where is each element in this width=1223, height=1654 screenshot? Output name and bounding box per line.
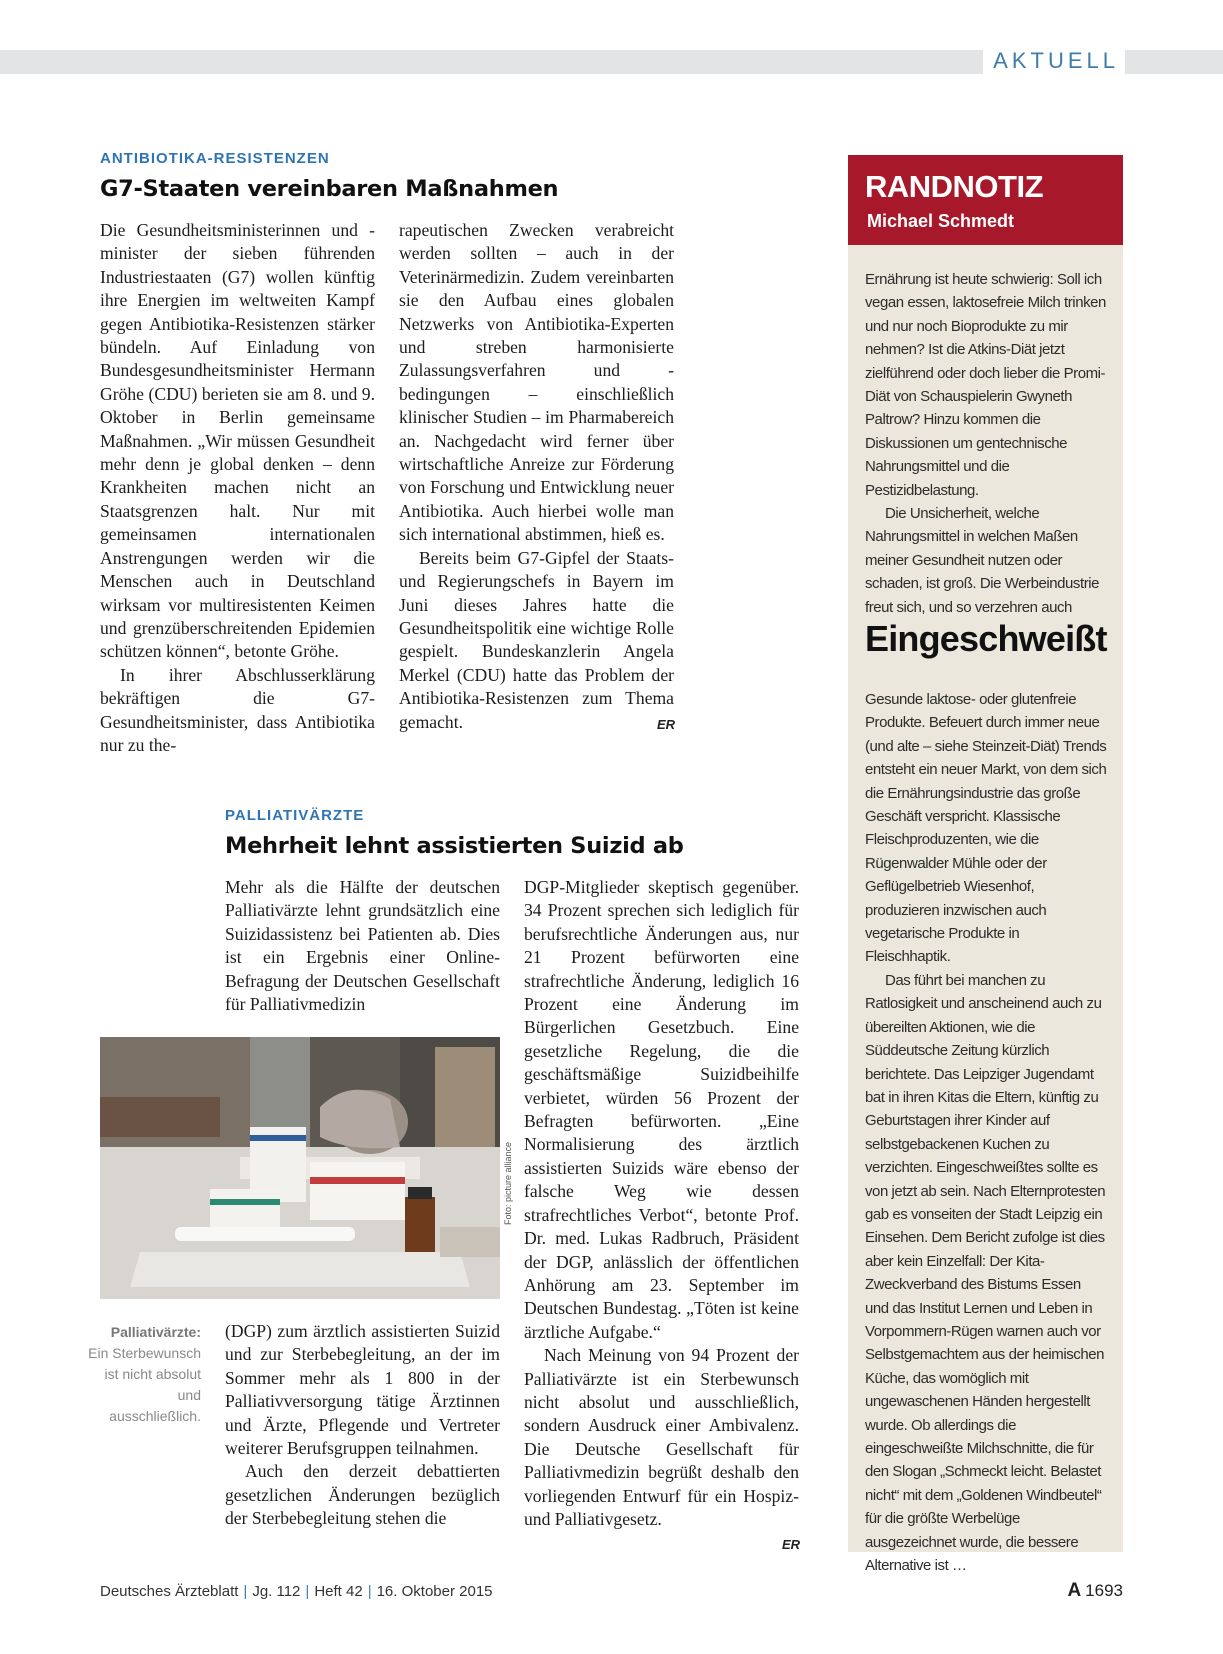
sidebar-header xyxy=(848,155,1123,245)
sidebar-title: RANDNOTIZ xyxy=(865,169,1044,204)
paragraph: Gesunde laktose- oder glutenfreie Produkte. Befeuert durch immer neue (und alte – siehe Steinzeit-Diät) Trends entsteht ein neuer Markt, von dem sich die Ernährungsindustrie das große Geschäft verspricht. Klassische Fleischproduzenten, wie die Rügenwalder Mühle oder der Geflügelbetrieb Wiesenhof, produzieren inzwischen auch vegetarische Produkte in Fleischhaptik. xyxy=(865,691,1107,966)
section-label: AKTUELL xyxy=(983,48,1125,74)
article1-column-2 xyxy=(399,219,674,734)
article2-headline: Mehrheit lehnt assistierten Suizid ab xyxy=(225,833,684,859)
article-photo xyxy=(100,1037,500,1299)
article1-headline: G7-Staaten vereinbaren Maßnahmen xyxy=(100,176,559,202)
photo-caption xyxy=(88,1322,201,1427)
separator: | xyxy=(305,1583,310,1600)
paragraph: (DGP) zum ärztlich assistierten Suizid und zur Sterbebegleitung, an der im Sommer mehr als 1 800 in der Palliativversorgung tätige Ärztinnen und Ärzte, Pflegende und Vertreter weiterer Berufsgruppen teilnahmen. xyxy=(225,1321,500,1459)
issue-date: 16. Oktober 2015 xyxy=(376,1583,493,1600)
caption-text: Ein Sterbewunsch ist nicht absolut und ausschließlich. xyxy=(88,1345,201,1424)
volume: Jg. 112 xyxy=(252,1583,301,1600)
sidebar-body xyxy=(865,688,1108,1577)
caption-title: Palliativärzte: xyxy=(110,1324,201,1340)
article2-column-1-top xyxy=(225,876,500,1016)
paragraph: Ernährung ist heute schwierig: Soll ich vegan essen, laktosefreie Milch trinken und nur noch Bioprodukte zu mir nehmen? Ist die Atkins-Diät jetzt zielführend oder doch lieber die Promi-Diät von Schauspielerin Gwyneth Paltrow? Hinzu kommen die Diskussionen um gentechnische Nahrungsmittel und die Pestizidbelastung. xyxy=(865,271,1106,499)
article2-column-1-bottom xyxy=(225,1320,500,1531)
article2-column-2 xyxy=(524,876,799,1531)
paragraph: Auch den derzeit debattierten gesetzlichen Änderungen bezüglich der Sterbebegleitung stehen die xyxy=(225,1461,500,1529)
photo-illustration xyxy=(100,1037,500,1299)
article1-column-1 xyxy=(100,219,375,757)
paragraph: Die Unsicherheit, welche Nahrungsmittel in welchen Maßen meiner Gesundheit nutzen oder schaden, ist groß. Die Werbeindustrie freut sich, und so verzehren auch xyxy=(865,505,1100,616)
paragraph: Die Gesundheitsministerinnen und -minister der sieben führenden Industriestaaten (G7) wollen künftig ihre Energien im weltweiten Kampf gegen Antibiotika-Resistenzen stärker bündeln. Auf Einladung von Bundesgesundheitsminister Hermann Gröhe (CDU) berieten sie am 8. und 9. Oktober in Berlin gemeinsame Maßnahmen. „Wir müssen Gesundheit mehr denn je global denken – denn Krankheiten machen nicht an Staatsgrenzen halt. Nur mit gemeinsamen internationalen Anstrengungen werden wir die Menschen auch in Deutschland wirksam vor multiresistenten Keimen und grenzüberschreitenden Epidemien schützen können“, betonte Gröhe. xyxy=(100,220,375,662)
paragraph: In ihrer Abschlusserklärung bekräftigen die G7-Gesundheitsminister, dass Antibiotika nur zu the- xyxy=(100,664,375,755)
photo-credit: Foto: picture alliance xyxy=(503,1141,513,1225)
sidebar-author: Michael Schmedt xyxy=(867,211,1015,231)
separator: | xyxy=(243,1583,248,1600)
journal-name: Deutsches Ärzteblatt xyxy=(100,1583,239,1600)
sidebar-headline: Eingeschweißt xyxy=(865,618,1107,659)
article2-signature: ER xyxy=(782,1537,801,1552)
paragraph: DGP-Mitglieder skeptisch gegenüber. 34 Prozent sprechen sich lediglich für berufsrechtliche Änderungen aus, nur 21 Prozent befürworten eine strafrechtliche Änderung, lediglich 16 Prozent eine Änderung im Bürgerlichen Gesetzbuch. Eine gesetzliche Regelung, die die geschäftsmäßige Suizidbeihilfe verbietet, würden 56 Prozent der Befragten befürworten. „Eine Normalisierung des ärztlich assistierten Suizids wäre ebenso der falsche Weg wie dessen strafrechtliches Verbot“, betonte Prof. Dr. med. Lukas Radbruch, Präsident der DGP, anlässlich der öffentlichen Anhörung am 23. September im Deutschen Bundestag. „Töten ist keine ärztliche Aufgabe.“ xyxy=(524,877,799,1342)
article1-signature: ER xyxy=(657,717,676,732)
article2-kicker: PALLIATIVÄRZTE xyxy=(225,807,365,824)
issue: Heft 42 xyxy=(314,1583,363,1600)
separator: | xyxy=(367,1583,372,1600)
page-number xyxy=(1067,1580,1123,1602)
footer-citation xyxy=(100,1583,493,1600)
sidebar-intro xyxy=(865,268,1108,619)
paragraph: rapeutischen Zwecken verabreicht werden sollten – auch in der Veterinärmedizin. Zudem vereinbarten sie den Aufbau eines globalen Netzwerks von Antibiotika-Experten und streben harmonisierte Zulassungsverfahren und -bedingungen – einschließlich klinischer Studien – im Pharmabereich an. Nachgedacht wird ferner über wirtschaftliche Anreize zur Förderung von Forschung und Entwicklung neuer Antibiotika. Auch hierbei wolle man sich international abstimmen, hieß es. xyxy=(399,220,674,545)
paragraph: Nach Meinung von 94 Prozent der Palliativärzte ist ein Sterbewunsch nicht absolut und ausschließlich, sondern Ausdruck einer Ambivalenz. Die Deutsche Gesellschaft für Palliativmedizin begrüßt deshalb den vorliegenden Entwurf für ein Hospiz- und Palliativgesetz. xyxy=(524,1345,799,1529)
article1-kicker: ANTIBIOTIKA-RESISTENZEN xyxy=(100,150,330,167)
paragraph: Das führt bei manchen zu Ratlosigkeit und anscheinend auch zu übereilten Aktionen, wie die Süddeutsche Zeitung kürzlich berichtete. Das Leipziger Jugendamt bat in ihren Kitas die Eltern, künftig zu Geburtstagen ihrer Kinder auf selbstgebackenen Kuchen zu verzichten. Eingeschweißtes sollte es von jetzt ab sein. Nach Elternprotesten gab es vonseiten der Stadt Leipzig ein Einsehen. Dem Bericht zufolge ist dies aber kein Einzelfall: Der Kita-Zweckverband des Bistums Essen und das Institut Lernen und Leben in Vorpommern-Rügen warnen auch vor Selbstgemachtem aus der heimischen Küche, das womöglich mit ungewaschenen Händen hergestellt wurde. Ob allerdings die eingeschweißte Milchschnitte, die für den Slogan „Schmeckt leicht. Belastet nicht“ mit dem „Goldenen Windbeutel“ für die größte Werbelüge ausgezeichnet wurde, die bessere Alternative ist … xyxy=(865,971,1106,1575)
paragraph: Bereits beim G7-Gipfel der Staats- und Regierungschefs in Bayern im Juni dieses Jahres hatte die Gesundheitspolitik eine wichtige Rolle gespielt. Bundeskanzlerin Angela Merkel (CDU) hatte das Problem der Antibiotika-Resistenzen zum Thema gemacht. xyxy=(399,547,674,732)
randnotiz-sidebar xyxy=(848,155,1123,1575)
paragraph: Mehr als die Hälfte der deutschen Palliativärzte lehnt grundsätzlich eine Suizidassistenz bei Patienten ab. Dies ist ein Ergebnis einer Online-Befragung der Deutschen Gesellschaft für Palliativmedizin xyxy=(225,877,500,1015)
page-prefix: A xyxy=(1067,1580,1082,1601)
page-number-value: 1693 xyxy=(1085,1581,1123,1600)
